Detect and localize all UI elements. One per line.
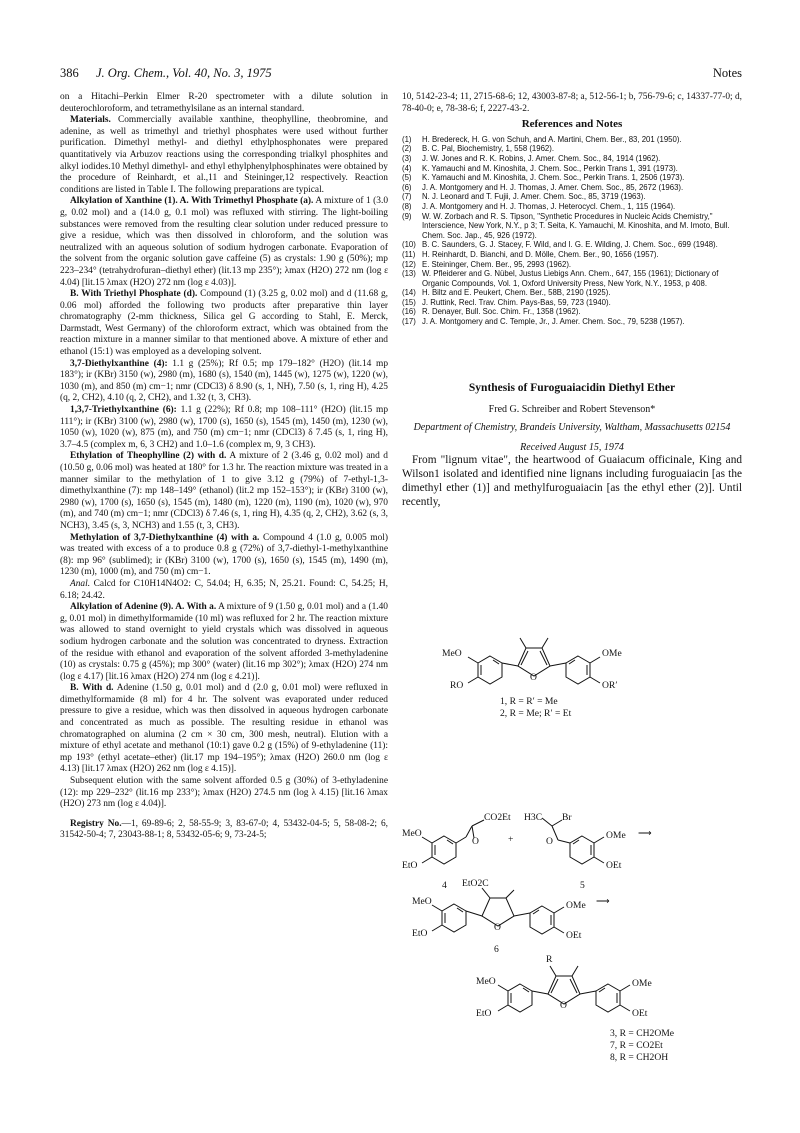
paragraph: Anal. Calcd for C10H14N4O2: C, 54.04; H, 6.35; N, 25.21. Found: C, 54.25; H, 6.18; 24.42. (60, 578, 388, 601)
reference-number: (16) (402, 307, 416, 317)
reference-text: B. C. Saunders, G. J. Stacey, F. Wild, and I. G. E. Wilding, J. Chem. Soc., 699 (1948). (422, 240, 718, 250)
paragraph: Alkylation of Xanthine (1). A. With Trimethyl Phosphate (a). A mixture of 1 (3.0 g, 0.02 mol) and a (14.0 g, 0.1 mol) was refluxed with stirring. The light-boiling substances were removed from the resulting clear solution under reduced pressure to give a residue, which was then dissolved in chloroform, and the solution was neutralized with an aqueous solution of sodium hydrogen carbonate. Evaporation of the solvent from the organic solution gave caffeine (5) as crystals: 1.90 g (50%); mp 223–234° (tetrahydrofuran–diethyl ether) (lit.13 mp 235°); λmax (H2O) 272 nm (log ε 4.04) [lit.15 λmax (H2O) 272 nm (log ε 4.03)]. (60, 196, 389, 288)
compound-caption: 8, R = CH2OH (610, 1052, 669, 1063)
reference-item (402, 298, 742, 308)
paragraph: Materials. Commercially available xanthine, theophylline, theobromine, and adenine, as well as trimethyl and triethyl phosphates were used without further purification. Dimethyl methyl- and diethyl ethylphosphonates were prepared quantitatively via Arbuzov reactions using the corresponding trialkyl phosphites and alkyl iodides.10 Methyl dimethyl- and ethyl ethylphenylphosphinates were obtained by the procedure of Reinhardt, et al.,11 and Steininger,12 respectively. Reaction conditions are listed in Table I. The following preparations are typical. (60, 115, 388, 195)
paragraph: on a Hitachi–Perkin Elmer R-20 spectrometer with a dilute solution in deuterochloroform, and tetramethylsilane as an internal standard. (60, 92, 388, 114)
paragraph: B. With d. Adenine (1.50 g, 0.01 mol) and d (2.0 g, 0.01 mol) were refluxed in dimethylformamide (8 ml) for 4 hr. The solvent was evaporated under reduced pressure to give a residue, which was then dissolved in aqueous hydrogen carbonate and concentrated as much as possible. The resulting residue in ethanol was chromatographed on alumina (2 cm × 30 cm, 300 mesh, neutral). Elution with a mixture of ethyl acetate and methanol (10:1) gave 0.2 g (15%) of 9-ethyladenine (11): mp 193° (ethyl acetate–ether) (lit.17 mp 194–195°); λmax (H2O) 260.0 nm (log ε 4.13) [lit.17 λmax (H2O) 262 nm (log ε 4.15)]. (60, 683, 388, 775)
reference-text: J. W. Jones and R. K. Robins, J. Amer. Chem. Soc., 84, 1914 (1962). (422, 153, 661, 163)
reference-number: (15) (402, 297, 416, 307)
scheme-label: OMe (602, 648, 622, 659)
affiliation: Department of Chemistry, Brandeis University, Waltham, Massachusetts 02154 (413, 421, 731, 433)
reference-item (402, 212, 742, 241)
compound-caption: 2, R = Me; R′ = Et (500, 708, 572, 719)
compound-caption: 7, R = CO2Et (610, 1040, 663, 1051)
scheme-label: EtO (402, 860, 418, 871)
reference-item (402, 250, 742, 260)
reaction-arrow: ⟶ (638, 828, 652, 839)
reference-number: (6) (402, 182, 412, 192)
scheme-label: + (508, 834, 514, 845)
reference-item (402, 135, 742, 145)
reference-number: (14) (402, 288, 416, 298)
reference-item (402, 183, 742, 193)
reference-number: (3) (402, 153, 412, 163)
compound-caption: 3, R = CH2OMe (610, 1028, 675, 1039)
registry-numbers: Registry No.—1, 69-89-6; 2, 58-55-9; 3, 83-67-0; 4, 53432-04-5; 5, 58-08-2; 6, 31542-50-4; 7, 23043-88-1; 8, 53432-05-6; 9, 73-24-5; (60, 818, 388, 841)
reference-text: W. W. Zorbach and R. S. Tipson, "Synthetic Procedures in Nucleic Acids Chemistry," Interscience, New York, N.Y., p 3; T. Seita, K. Yamauchi, M. Kinoshita, and M. Imoto, Bull. Chem. Soc. Jap., 45, 926 (1972). (422, 211, 730, 240)
paragraph: Alkylation of Adenine (9). A. With a. A mixture of 9 (1.50 g, 0.01 mol) and a (1.40 g, 0.01 mol) in dimethylformamide (10 ml) was refluxed for 2 hr. The reaction mixture was allowed to stand overnight to yield crystals which was dissolved in aqueous sodium hydrogen carbonate and the solution was concentrated to dryness. Extraction of the residue with ethanol and evaporation of the solvent afforded 3-methyladenine (10) as crystals: 0.75 g (45%); mp 300° (water) (lit.16 mp 302°); λmax (H2O) 274 nm (log ε 4.17) [lit.16 λmax (H2O) 274 nm (log ε 4.21)]. (60, 602, 388, 682)
reference-item (402, 154, 742, 164)
page-number: 386 (60, 66, 79, 80)
compound-number: 4 (442, 880, 447, 891)
scheme-label: CO2Et (484, 812, 511, 823)
reference-text: E. Steininger, Chem. Ber., 95, 2993 (1962). (422, 259, 572, 269)
scheme-label: OR′ (602, 680, 618, 691)
reference-text: J. A. Montgomery and H. J. Thomas, J. Heterocycl. Chem., 1, 115 (1964). (422, 201, 676, 211)
authors: Fred G. Schreiber and Robert Stevenson* (488, 404, 656, 416)
reference-item (402, 202, 742, 212)
reference-item (402, 317, 742, 327)
scheme-label: OEt (566, 930, 582, 941)
scheme-label: MeO (476, 976, 496, 987)
left-column (60, 92, 388, 842)
running-header (60, 66, 742, 84)
paragraph: Ethylation of Theophylline (2) with d. A mixture of 2 (3.46 g, 0.02 mol) and d (10.50 g, 0.06 mol) was heated at 180° for 1.3 hr. The reaction mixture was treated in a manner similar to the methylation of 1 to give 3.12 g (79%) of 7-ethyl-1,3-dimethylxanthine (7): mp 148–149° (ethanol) (lit.2 mp 152–153°); ir (KBr) 3100 (w), 2980 (w), 1700 (s), 1650 (s), 1545 (m), 1480 (m), 1220 (m), 1190 (m), 1020 (w), 970 (m), and 740 (m) cm−1; nmr (CDCl3) δ 7.46 (s, 1, ring H), 4.35 (q, 2, CH2), 3.62 (s, 3, NCH3), 3.45 (s, 3, NCH3) and 1.55 (t, 3, CH3). (60, 451, 388, 531)
section-label: Notes (712, 66, 742, 80)
reference-item (402, 260, 742, 270)
reference-item (402, 307, 742, 317)
reference-item (402, 269, 742, 288)
reference-text: K. Yamauchi and M. Kinoshita, J. Chem. Soc., Perkin Trans. 1, 2506 (1973). (422, 173, 685, 183)
scheme-label: MeO (412, 896, 432, 907)
scheme-label: EtO (412, 928, 428, 939)
reference-number: (17) (402, 317, 416, 327)
reference-number: (10) (402, 240, 416, 250)
paragraph: Methylation of 3,7-Diethylxanthine (4) with a. Compound 4 (1.0 g, 0.005 mol) was treated with excess of a to produce 0.8 g (72%) of 3,7-diethyl-1-methylxanthine (8): mp 96° (sublimed); ir (KBr) 3100 (w), 1700 (s), 1650 (s), 1545 (m), 1490 (m), 1230 (m), 1000 (m), and 750 (m) cm−1. (60, 532, 389, 578)
scheme-label: Br (562, 812, 572, 823)
reference-text: H. Reinhardt, D. Bianchi, and D. Mölle, Chem. Ber., 90, 1656 (1957). (422, 249, 659, 259)
reference-text: N. J. Leonard and T. Fujii, J. Amer. Chem. Soc., 85, 3719 (1963). (422, 192, 646, 202)
reference-text: J. A. Montgomery and H. J. Thomas, J. Amer. Chem. Soc., 85, 2672 (1963). (422, 182, 684, 192)
scheme-drawing (402, 628, 742, 1068)
journal-citation: J. Org. Chem., Vol. 40, No. 3, 1975 (96, 66, 272, 80)
reference-number: (2) (402, 144, 412, 154)
scheme-label: R (546, 954, 553, 965)
reference-number: (5) (402, 173, 412, 183)
compound-caption: 1, R = R′ = Me (500, 696, 558, 707)
reference-text: W. Pfleiderer and G. Nübel, Justus Liebigs Ann. Chem., 647, 155 (1961); Dictionary of Organic Compounds, Vol. 1, Oxford University Press, New York, N.Y., 1953, p 408. (422, 269, 719, 288)
intro-paragraph: From "lignum vitae", the heartwood of Guaiacum officinale, King and Wilson1 isolated and identified nine lignans including furoguaiacin [as the dimethyl ether (1)] and methylfuroguaiacin [as the ethyl ether (2)]. Until recently, (402, 454, 742, 509)
article-title: Synthesis of Furoguaiacidin Diethyl Ether (468, 381, 676, 394)
scheme-label: OMe (566, 900, 586, 911)
paragraph: 3,7-Diethylxanthine (4): 1.1 g (25%); Rf 0.5; mp 179–182° (H2O) (lit.14 mp 183°); ir (KBr) 3150 (w), 2980 (m), 1680 (s), 1540 (m), 1445 (w), 1275 (w), 1220 (w), 1030 (m), and 850 (m) cm−1; nmr (CDCl3) δ 8.90 (s, 1, NH), 7.50 (s, 1, ring H), 4.25 (q, 2, CH2), 4.10 (q, 2, CH2), and 1.32 (t, 3, CH3). (60, 358, 389, 404)
reference-number: (11) (402, 249, 416, 259)
scheme-label: OMe (606, 830, 626, 841)
compound-number: 5 (580, 880, 585, 891)
right-column (402, 92, 742, 509)
reference-item (402, 240, 742, 250)
reference-text: R. Denayer, Bull. Soc. Chim. Fr., 1358 (1962). (422, 307, 581, 317)
scheme-label: EtO (476, 1008, 492, 1019)
reference-text: B. C. Pal, Biochemistry, 1, 558 (1962). (422, 144, 555, 154)
reference-item (402, 288, 742, 298)
received-date: Received August 15, 1974 (520, 441, 624, 453)
reference-text: H. Bredereck, H. G. von Schuh, and A. Martini, Chem. Ber., 83, 201 (1950). (422, 134, 682, 144)
reference-item (402, 164, 742, 174)
scheme-label: O (472, 836, 479, 847)
scheme-label: MeO (442, 648, 462, 659)
reference-number: (13) (402, 269, 416, 279)
reference-text: K. Yamauchi and M. Kinoshita, J. Chem. Soc., Perkin Trans 1, 391 (1973). (422, 163, 678, 173)
reference-number: (12) (402, 259, 416, 269)
reference-number: (9) (402, 211, 412, 221)
reference-text: H. Biltz and E. Peukert, Chem. Ber., 58B, 2190 (1925). (422, 288, 611, 298)
reference-item (402, 192, 742, 202)
reference-item (402, 144, 742, 154)
paragraph: Subsequent elution with the same solvent afforded 0.5 g (30%) of 3-ethyladenine (12): mp 229–232° (lit.16 mp 233°); λmax (H2O) 274.5 nm (log λ 4.15) [lit.16 λmax (H2O) 273 nm (log ε 4.04)]. (60, 776, 388, 810)
scheme-label: EtO2C (462, 878, 489, 889)
reference-number: (4) (402, 163, 412, 173)
scheme-label: OEt (632, 1008, 648, 1019)
paragraph: 1,3,7-Triethylxanthine (6): 1.1 g (22%); Rf 0.8; mp 108–111° (H2O) (lit.15 mp 111°); ir (KBr) 3100 (w), 2980 (w), 1700 (s), 1650 (s), 1545 (m), 1450 (m), 1230 (w), 1050 (w), 1020 (w), 875 (m), and 750 (m) cm−1; nmr (CDCl3) δ 7.45 (s, 1, ring H), 3.7–4.5 (complex m, 6, 3 CH2) and 1.0–1.6 (complex m, 9, 3 CH3). (60, 405, 389, 450)
references-heading: References and Notes (521, 118, 623, 131)
reaction-schemes (402, 628, 742, 1068)
scheme-label: OEt (606, 860, 622, 871)
scheme-label: O (560, 1000, 567, 1011)
compound-number: 6 (494, 944, 499, 955)
reference-item (402, 173, 742, 183)
scheme-label: H3C (524, 812, 543, 823)
paragraph: B. With Triethyl Phosphate (d). Compound (1) (3.25 g, 0.02 mol) and d (11.68 g, 0.06 mol) afforded the following two products after preparative thin layer chromatography (2-mm thickness, Silica gel G according to Stahl, E. Merck, Darmstadt, West Germany) of the chloroform extract, which was obtained from the reaction mixture in a manner similar to that mentioned above. A mixture of ether and ethanol (15:1) was employed as a developing solvent. (60, 289, 388, 358)
scheme-label: O (530, 672, 537, 683)
scheme-label: RO (450, 680, 464, 691)
reaction-arrow: ⟶ (596, 896, 610, 907)
reference-text: J. A. Montgomery and C. Temple, Jr., J. Amer. Chem. Soc., 79, 5238 (1957). (422, 317, 685, 327)
reference-number: (8) (402, 201, 412, 211)
scheme-label: MeO (402, 828, 422, 839)
reference-number: (1) (402, 134, 412, 144)
registry-numbers-cont: 10, 5142-23-4; 11, 2715-68-6; 12, 43003-87-8; a, 512-56-1; b, 756-79-6; c, 14337-77-0; d, 78-40-0; e, 78-38-6; f, 2227-43-2. (402, 92, 742, 114)
scheme-label: O (546, 836, 553, 847)
scheme-label: O (494, 922, 501, 933)
scheme-label: OMe (632, 978, 652, 989)
reference-text: J. Ruttink, Recl. Trav. Chim. Pays-Bas, 59, 723 (1940). (422, 297, 611, 307)
reference-number: (7) (402, 192, 412, 202)
references-list (402, 135, 742, 327)
